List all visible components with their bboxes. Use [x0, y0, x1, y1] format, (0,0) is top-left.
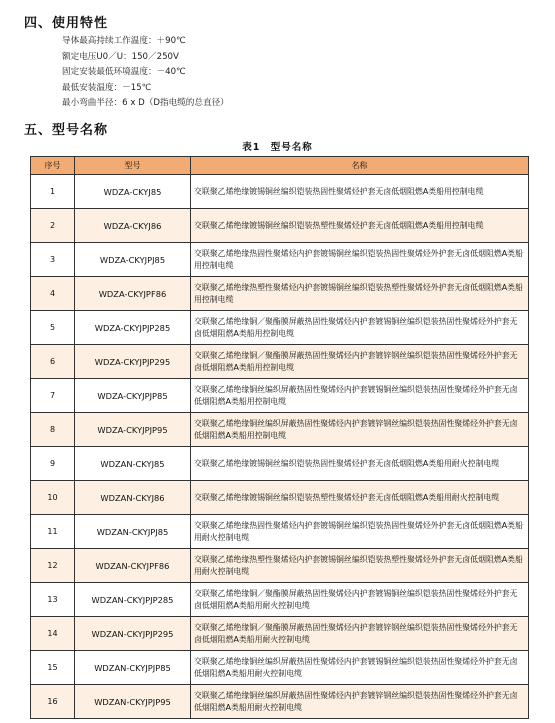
row-index: 13 [31, 583, 75, 617]
header-index: 序号 [31, 157, 75, 175]
row-name: 交联聚乙烯绝缘铜丝编织屏蔽热固性聚烯烃内护套镀锡铜丝编织铠装热固性聚烯烃外护套无卤低烟阻燃A类船用耐火控制电缆 [191, 651, 529, 685]
row-index: 15 [31, 651, 75, 685]
model-name-table [30, 156, 529, 719]
row-name: 交联聚乙烯绝缘镀锡铜丝编织铠装热塑性聚烯烃护套无卤低烟阻燃A类船用控制电缆 [191, 209, 529, 243]
property-line: 固定安装最低环境温度：－40℃ [62, 67, 186, 77]
usage-properties-list [62, 34, 229, 112]
table-row [31, 379, 529, 413]
row-index: 6 [31, 345, 75, 379]
row-model: WDZA-CKYJPJP285 [75, 311, 191, 345]
row-index: 10 [31, 481, 75, 515]
row-name: 交联聚乙烯绝缘镀锡铜丝编织铠装热塑性聚烯烃护套无卤低烟阻燃A类船用耐火控制电缆 [191, 481, 529, 515]
row-model: WDZA-CKYJ85 [75, 175, 191, 209]
table-row [31, 447, 529, 481]
row-model: WDZAN-CKYJPJ85 [75, 515, 191, 549]
table-row [31, 583, 529, 617]
row-index: 2 [31, 209, 75, 243]
table-row [31, 413, 529, 447]
header-name: 名称 [191, 157, 529, 175]
row-index: 12 [31, 549, 75, 583]
table-row [31, 651, 529, 685]
table-row [31, 515, 529, 549]
row-index: 16 [31, 685, 75, 719]
row-model: WDZA-CKYJPJP85 [75, 379, 191, 413]
table-row [31, 345, 529, 379]
row-name: 交联聚乙烯绝缘热固性聚烯烃内护套镀锡铜丝编织铠装热固性聚烯烃外护套无卤低烟阻燃A类船用耐火控制电缆 [191, 515, 529, 549]
header-model: 型号 [75, 157, 191, 175]
table-row [31, 617, 529, 651]
table-row [31, 311, 529, 345]
table-row [31, 685, 529, 719]
row-index: 5 [31, 311, 75, 345]
row-index: 8 [31, 413, 75, 447]
row-name: 交联聚乙烯绝缘铜／聚酯膜屏蔽热固性聚烯烃内护套镀锡铜丝编织铠装热固性聚烯烃外护套无卤低烟阻燃A类船用耐火控制电缆 [191, 583, 529, 617]
row-index: 1 [31, 175, 75, 209]
table-row [31, 277, 529, 311]
table-row [31, 481, 529, 515]
row-name: 交联聚乙烯绝缘铜丝编织屏蔽热固性聚烯烃内护套镀锡铜丝编织铠装热固性聚烯烃外护套无卤低烟阻燃A类船用控制电缆 [191, 379, 529, 413]
table-header-row [31, 157, 529, 175]
table-row [31, 243, 529, 277]
row-name: 交联聚乙烯绝缘铜丝编织屏蔽热固性聚烯烃内护套镀锌钢丝编织铠装热固性聚烯烃外护套无卤低烟阻燃A类船用耐火控制电缆 [191, 685, 529, 719]
row-name: 交联聚乙烯绝缘铜／聚酯膜屏蔽热固性聚烯烃内护套镀锌钢丝编织铠装热固性聚烯烃外护套无卤低烟阻燃A类船用控制电缆 [191, 345, 529, 379]
row-name: 交联聚乙烯绝缘铜／聚酯膜屏蔽热固性聚烯烃内护套镀锌钢丝编织铠装热固性聚烯烃外护套无卤低烟阻燃A类船用耐火控制电缆 [191, 617, 529, 651]
row-name: 交联聚乙烯绝缘热塑性聚烯烃内护套镀锡铜丝编织铠装热塑性聚烯烃外护套无卤低烟阻燃A类船用耐火控制电缆 [191, 549, 529, 583]
row-model: WDZA-CKYJ86 [75, 209, 191, 243]
section-heading-usage: 四、使用特性 [24, 16, 109, 31]
row-model: WDZA-CKYJPJP295 [75, 345, 191, 379]
row-index: 3 [31, 243, 75, 277]
row-name: 交联聚乙烯绝缘镀锡铜丝编织铠装热固性聚烯烃护套无卤低烟阻燃A类船用耐火控制电缆 [191, 447, 529, 481]
property-line: 导体最高持续工作温度：＋90℃ [62, 36, 186, 46]
row-model: WDZAN-CKYJPJP85 [75, 651, 191, 685]
section-heading-models: 五、型号名称 [24, 123, 109, 138]
row-model: WDZA-CKYJPJ85 [75, 243, 191, 277]
row-model: WDZAN-CKYJ85 [75, 447, 191, 481]
property-line: 额定电压U0／U：150／250V [62, 51, 179, 62]
row-model: WDZAN-CKYJPJP285 [75, 583, 191, 617]
row-model: WDZAN-CKYJPJP95 [75, 685, 191, 719]
property-line: 最低安装温度：－15℃ [62, 82, 152, 93]
row-index: 11 [31, 515, 75, 549]
row-index: 9 [31, 447, 75, 481]
row-index: 4 [31, 277, 75, 311]
row-model: WDZAN-CKYJ86 [75, 481, 191, 515]
property-line: 最小弯曲半径：6 x D（D指电缆的总直径） [62, 98, 229, 108]
row-index: 14 [31, 617, 75, 651]
table-row [31, 209, 529, 243]
row-name: 交联聚乙烯绝缘铜丝编织屏蔽热固性聚烯烃内护套镀锌钢丝编织铠装热固性聚烯烃外护套无卤低烟阻燃A类船用控制电缆 [191, 413, 529, 447]
row-model: WDZAN-CKYJPF86 [75, 549, 191, 583]
row-name: 交联聚乙烯绝缘铜／聚酯膜屏蔽热固性聚烯烃内护套镀锡铜丝编织铠装热固性聚烯烃外护套无卤低烟阻燃A类船用控制电缆 [191, 311, 529, 345]
row-index: 7 [31, 379, 75, 413]
table-row [31, 549, 529, 583]
row-name: 交联聚乙烯绝缘热塑性聚烯烃内护套镀锡铜丝编织铠装热塑性聚烯烃外护套无卤低烟阻燃A类船用控制电缆 [191, 277, 529, 311]
row-name: 交联聚乙烯绝缘热固性聚烯烃内护套镀锡铜丝编织铠装热固性聚烯烃外护套无卤低烟阻燃A类船用控制电缆 [191, 243, 529, 277]
row-model: WDZA-CKYJPF86 [75, 277, 191, 311]
table-row [31, 175, 529, 209]
row-model: WDZAN-CKYJPJP295 [75, 617, 191, 651]
row-name: 交联聚乙烯绝缘镀锡铜丝编织铠装热固性聚烯烃护套无卤低烟阻燃A类船用控制电缆 [191, 175, 529, 209]
row-model: WDZA-CKYJPJP95 [75, 413, 191, 447]
table-caption: 表1 型号名称 [242, 142, 313, 153]
